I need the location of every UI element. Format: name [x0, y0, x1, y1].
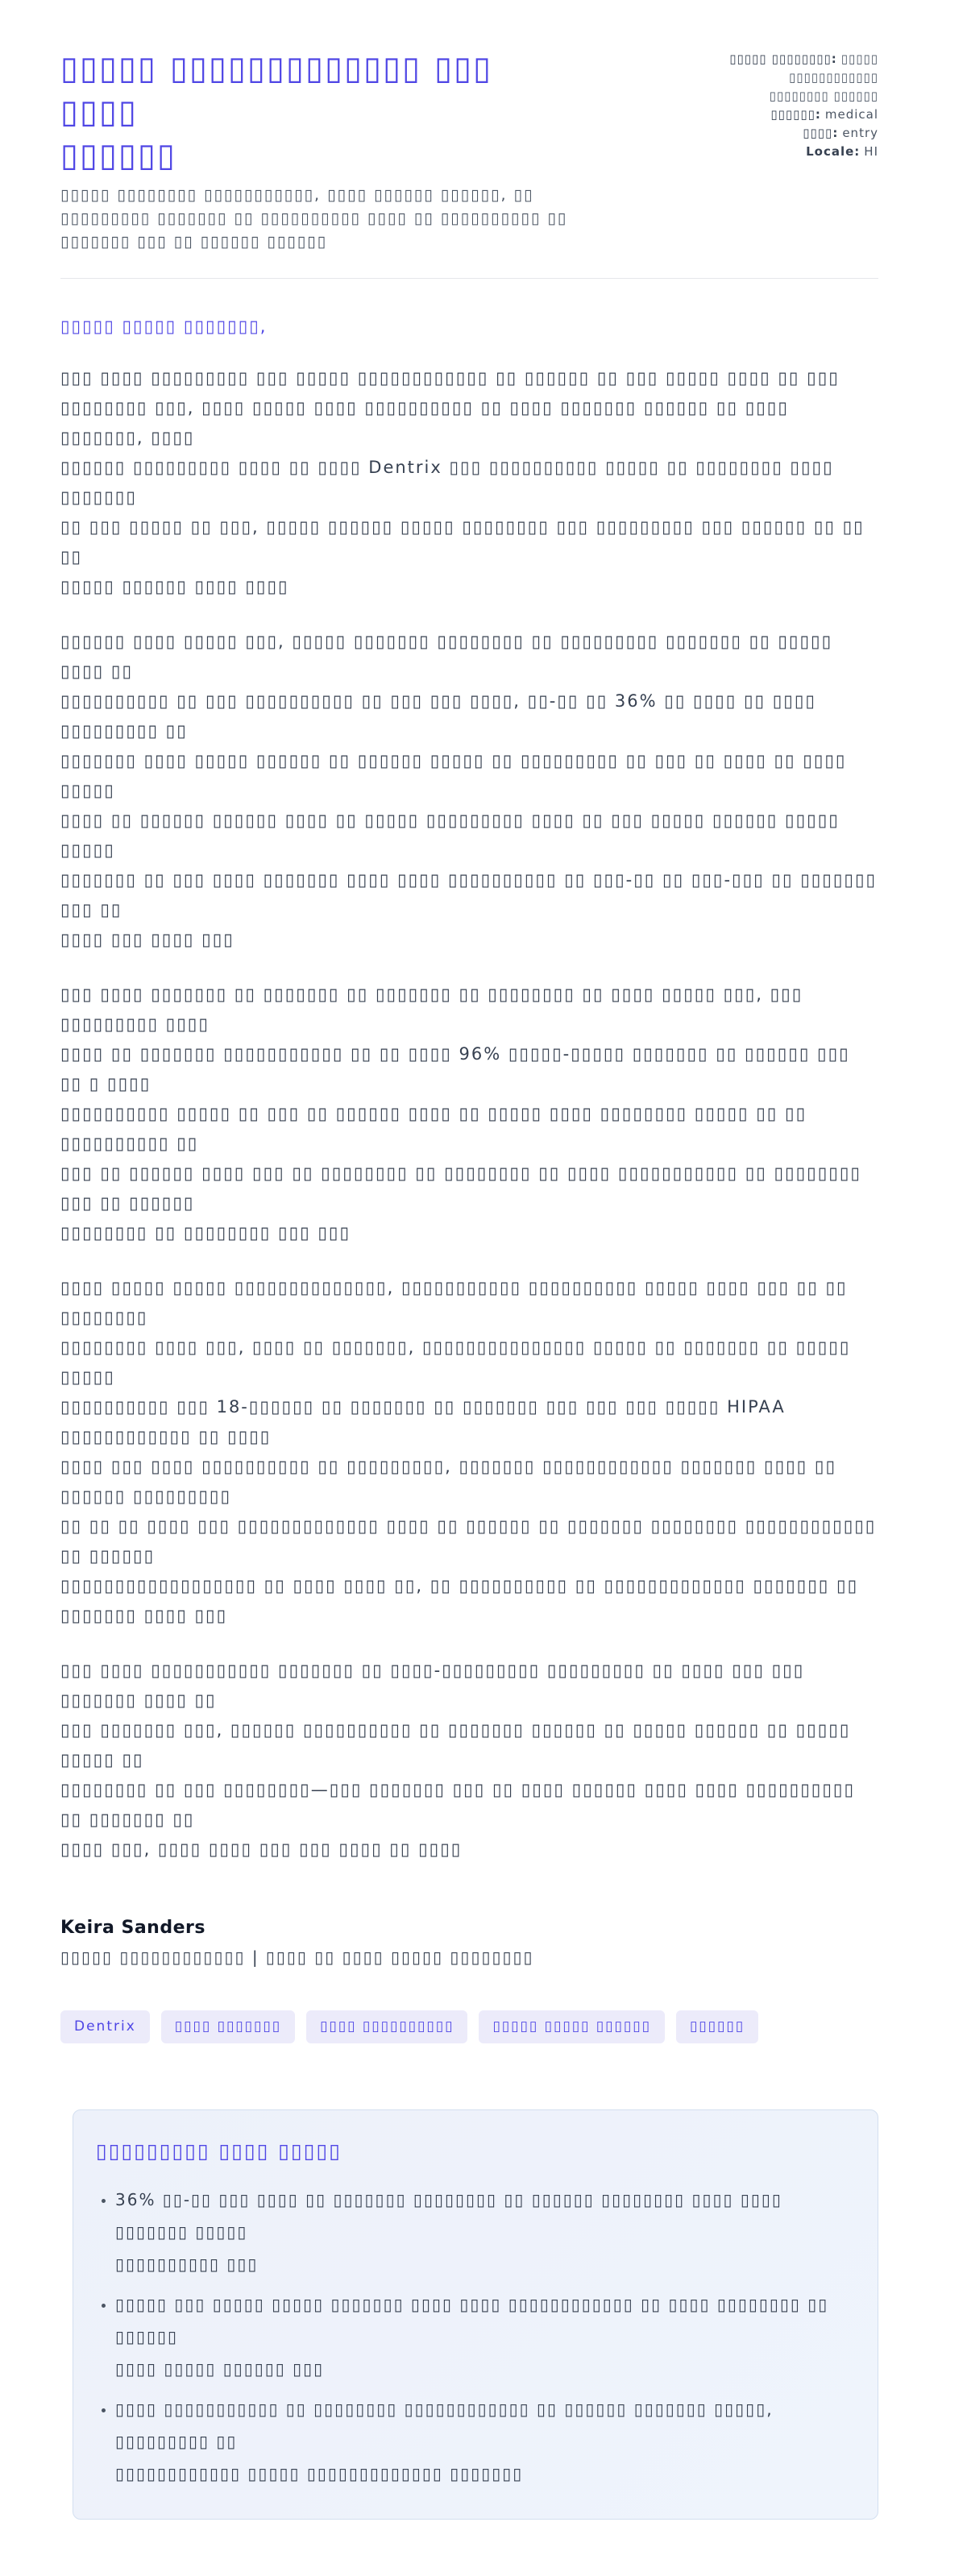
- paragraph-line: ▯▯▯▯▯▯▯▯▯▯▯▯▯▯▯▯▯▯ ▯▯ ▯▯▯▯ ▯▯▯▯ ▯▯, ▯▯ ▯▯▯▯▯▯▯▯▯▯ ▯▯ ▯▯▯▯▯▯▯▯▯▯▯▯▯ ▯▯▯▯▯▯▯ ▯▯ ▯▯▯▯▯▯▯ ▯▯▯▯ ▯▯▯: [60, 1576, 859, 1625]
- paragraph-5: [60, 1656, 878, 1865]
- tag-chip-4[interactable]: ▯▯▯▯▯ ▯▯▯▯▯ ▯▯▯▯▯▯: [479, 2010, 665, 2043]
- paragraph-line: ▯▯▯▯▯▯▯▯▯▯ ▯▯▯▯▯ ▯▯ ▯▯▯ ▯▯ ▯▯▯▯▯▯ ▯▯▯▯ ▯▯ ▯▯▯▯▯ ▯▯▯▯ ▯▯▯▯▯▯▯▯ ▯▯▯▯▯ ▯▯ ▯▯ ▯▯▯▯▯▯▯▯▯▯ ▯▯: [60, 1104, 807, 1153]
- signature-role: ▯▯▯▯▯ ▯▯▯▯▯▯▯▯▯▯▯▯ | ▯▯▯▯ ▯▯ ▯▯▯▯ ▯▯▯▯▯ ▯▯▯▯▯▯▯▯: [60, 1948, 534, 1967]
- subtitle-line-1: ▯▯▯▯▯ ▯▯▯▯▯▯▯▯ ▯▯▯▯▯▯▯▯▯▯▯, ▯▯▯▯ ▯▯▯▯▯▯ ▯▯▯▯▯▯, ▯▯: [60, 186, 534, 204]
- bullet-line: ▯▯▯▯▯▯▯▯▯▯▯▯ ▯▯▯▯▯ ▯▯▯▯▯▯▯▯▯▯▯▯▯ ▯▯▯▯▯▯▯: [115, 2464, 524, 2483]
- bullet-line: • ▯▯▯▯▯ ▯▯▯ ▯▯▯▯▯ ▯▯▯▯▯ ▯▯▯▯▯▯▯ ▯▯▯▯ ▯▯▯▯ ▯▯▯▯▯▯▯▯▯▯▯▯ ▯▯ ▯▯▯▯ ▯▯▯▯▯▯▯▯ ▯▯ ▯▯▯▯▯▯: [115, 2295, 829, 2346]
- callout-bullet-3: [115, 2393, 853, 2490]
- paragraph-line: ▯▯▯ ▯▯▯▯ ▯▯▯▯▯▯▯ ▯▯ ▯▯▯▯▯▯▯ ▯▯ ▯▯▯▯▯▯▯ ▯▯ ▯▯▯▯▯▯▯▯ ▯▯ ▯▯▯▯ ▯▯▯▯▯ ▯▯▯, ▯▯▯ ▯▯▯▯▯▯▯▯▯ ▯▯▯▯: [60, 985, 803, 1034]
- meta-value: entry: [842, 126, 878, 140]
- callout-bullet-list: [96, 2184, 853, 2490]
- paragraph-2: [60, 627, 878, 955]
- paragraph-1: [60, 363, 878, 602]
- meta-label: ▯▯▯▯▯ ▯▯▯▯▯▯▯▯:: [729, 52, 837, 66]
- paragraph-line: ▯▯▯▯▯ ▯▯▯▯▯▯ ▯▯▯▯ ▯▯▯▯: [60, 577, 289, 596]
- paragraph-line: ▯▯▯▯▯▯▯ ▯▯ ▯▯▯ ▯▯▯▯ ▯▯▯▯▯▯▯ ▯▯▯▯ ▯▯▯▯ ▯▯▯▯▯▯▯▯▯▯ ▯▯ ▯▯▯-▯▯ ▯▯ ▯▯▯-▯▯▯ ▯▯ ▯▯▯▯▯▯▯ ▯▯▯ ▯▯: [60, 870, 878, 919]
- paragraph-line: ▯▯ ▯▯▯ ▯▯▯▯▯ ▯▯ ▯▯▯, ▯▯▯▯▯ ▯▯▯▯▯▯ ▯▯▯▯▯ ▯▯▯▯▯▯▯▯ ▯▯▯ ▯▯▯▯▯▯▯▯▯ ▯▯▯ ▯▯▯▯▯▯ ▯▯ ▯▯ ▯▯: [60, 517, 865, 566]
- meta-value: medical: [824, 107, 878, 122]
- page-title-line-1: ▯▯▯▯▯ ▯▯▯▯▯▯▯▯▯▯▯▯▯ ▯▯▯ ▯▯▯▯: [60, 50, 493, 131]
- paragraph-line: ▯▯▯▯▯▯▯▯▯▯ ▯▯ ▯▯▯ ▯▯▯▯▯▯▯▯▯▯ ▯▯ ▯▯▯ ▯▯▯ ▯▯▯▯, ▯▯-▯▯ ▯▯ 36% ▯▯ ▯▯▯▯ ▯▯ ▯▯▯▯ ▯▯▯▯▯▯▯▯▯ ▯▯: [60, 691, 816, 740]
- paragraph-line: ▯▯▯▯▯▯▯▯ ▯▯ ▯▯▯ ▯▯▯▯▯▯▯▯—▯▯▯ ▯▯▯▯▯▯▯ ▯▯▯ ▯▯ ▯▯▯▯ ▯▯▯▯▯▯ ▯▯▯▯ ▯▯▯▯ ▯▯▯▯▯▯▯▯▯▯ ▯▯ ▯▯▯▯▯▯▯ ▯▯: [60, 1780, 856, 1829]
- header: [60, 47, 878, 254]
- paragraph-3: [60, 980, 878, 1248]
- meta-value: ▯▯▯▯▯: [840, 52, 878, 66]
- tag-list: [60, 2010, 878, 2043]
- bullet-line: • ▯▯▯▯ ▯▯▯▯▯▯▯▯▯▯▯ ▯▯ ▯▯▯▯▯▯▯▯ ▯▯▯▯▯▯▯▯▯▯▯▯ ▯▯ ▯▯▯▯▯▯ ▯▯▯▯▯▯▯ ▯▯▯▯▯, ▯▯▯▯▯▯▯▯▯ ▯▯: [115, 2400, 774, 2451]
- paragraph-line: ▯▯▯ ▯▯▯▯ ▯▯▯▯▯▯▯▯▯ ▯▯▯ ▯▯▯▯▯ ▯▯▯▯▯▯▯▯▯▯▯▯ ▯▯ ▯▯▯▯▯▯ ▯▯ ▯▯▯ ▯▯▯▯▯ ▯▯▯▯ ▯▯ ▯▯▯: [60, 368, 840, 388]
- page-title: [60, 47, 572, 177]
- tag-chip-dentrix[interactable]: Dentrix: [60, 2010, 150, 2043]
- meta-value: HI: [864, 144, 878, 159]
- paragraph-line: ▯▯▯▯▯▯▯▯ ▯▯▯, ▯▯▯▯ ▯▯▯▯▯ ▯▯▯▯ ▯▯▯▯▯▯▯▯▯▯ ▯▯ ▯▯▯▯ ▯▯▯▯▯▯▯ ▯▯▯▯▯▯ ▯▯ ▯▯▯▯ ▯▯▯▯▯▯▯, ▯▯▯▯: [60, 398, 789, 447]
- paragraph-line: ▯▯▯▯ ▯▯ ▯▯▯▯▯▯ ▯▯▯▯▯▯ ▯▯▯▯ ▯▯ ▯▯▯▯▯ ▯▯▯▯▯▯▯▯▯ ▯▯▯▯ ▯▯ ▯▯▯ ▯▯▯▯▯ ▯▯▯▯▯▯ ▯▯▯▯▯ ▯▯▯▯▯: [60, 811, 840, 860]
- highlights-callout: [73, 2109, 878, 2520]
- paragraph-line: ▯▯▯▯ ▯▯▯▯▯ ▯▯▯▯▯ ▯▯▯▯▯▯▯▯▯▯▯▯▯▯, ▯▯▯▯▯▯▯▯▯▯▯ ▯▯▯▯▯▯▯▯▯▯ ▯▯▯▯▯ ▯▯▯▯ ▯▯▯ ▯▯ ▯▯ ▯▯▯▯▯▯▯▯: [60, 1278, 848, 1327]
- callout-heading: ▯▯▯▯▯▯▯▯▯ ▯▯▯▯ ▯▯▯▯▯: [96, 2139, 342, 2163]
- bullet-line: ▯▯▯▯ ▯▯▯▯▯ ▯▯▯▯▯▯ ▯▯▯: [115, 2359, 325, 2379]
- paragraph-line: ▯▯▯▯ ▯▯▯ ▯▯▯▯ ▯▯▯▯▯▯▯▯▯▯ ▯▯ ▯▯▯▯▯▯▯▯▯, ▯▯▯▯▯▯▯ ▯▯▯▯▯▯▯▯▯▯▯▯ ▯▯▯▯▯▯▯ ▯▯▯▯ ▯▯ ▯▯▯▯▯▯ ▯▯▯▯▯▯▯▯▯: [60, 1457, 837, 1506]
- meta-row-client-profile: [604, 50, 878, 68]
- paragraph-line: ▯▯▯ ▯▯▯▯▯▯▯ ▯▯▯, ▯▯▯▯▯▯ ▯▯▯▯▯▯▯▯▯▯ ▯▯ ▯▯▯▯▯▯▯ ▯▯▯▯▯▯ ▯▯ ▯▯▯▯▯ ▯▯▯▯▯▯ ▯▯ ▯▯▯▯▯ ▯▯▯▯▯ ▯▯: [60, 1720, 851, 1769]
- metadata-block: [604, 47, 878, 161]
- paragraph-line: ▯▯▯▯▯▯▯▯ ▯▯▯▯ ▯▯▯, ▯▯▯▯ ▯▯ ▯▯▯▯▯▯▯, ▯▯▯▯▯▯▯▯▯▯▯▯▯▯▯ ▯▯▯▯▯ ▯▯ ▯▯▯▯▯▯▯ ▯▯ ▯▯▯▯▯ ▯▯▯▯▯: [60, 1338, 851, 1387]
- tag-chip-2[interactable]: ▯▯▯▯ ▯▯▯▯▯▯▯: [161, 2010, 295, 2043]
- paragraph-line: ▯▯▯▯ ▯▯▯, ▯▯▯▯ ▯▯▯▯ ▯▯▯ ▯▯▯ ▯▯▯▯ ▯▯ ▯▯▯▯: [60, 1840, 463, 1859]
- page-title-line-2: ▯▯▯▯▯▯: [60, 137, 177, 174]
- divider: [60, 278, 878, 279]
- meta-value: ▯▯▯▯▯▯▯▯▯▯▯▯: [788, 70, 878, 85]
- signature-name: Keira Sanders: [60, 1918, 205, 1938]
- page-subtitle: [60, 184, 572, 254]
- meta-label: ▯▯▯▯:: [803, 126, 839, 140]
- bullet-line: • 36% ▯▯-▯▯ ▯▯▯ ▯▯▯▯ ▯▯ ▯▯▯▯▯▯▯ ▯▯▯▯▯▯▯▯ ▯▯ ▯▯▯▯▯▯ ▯▯▯▯▯▯▯▯ ▯▯▯▯ ▯▯▯▯ ▯▯▯▯▯▯▯ ▯▯▯▯▯: [115, 2190, 782, 2242]
- paragraph-line: ▯▯▯▯▯▯▯ ▯▯▯▯ ▯▯▯▯▯ ▯▯▯▯▯▯ ▯▯ ▯▯▯▯▯▯ ▯▯▯▯▯ ▯▯ ▯▯▯▯▯▯▯▯▯ ▯▯ ▯▯▯ ▯▯ ▯▯▯▯ ▯▯ ▯▯▯▯ ▯▯▯▯▯: [60, 751, 847, 800]
- greeting: ▯▯▯▯▯ ▯▯▯▯▯ ▯▯▯▯▯▯▯,: [60, 317, 268, 336]
- bullet-line: ▯▯▯▯▯▯▯▯▯▯ ▯▯▯: [115, 2255, 259, 2274]
- tag-chip-3[interactable]: ▯▯▯▯ ▯▯▯▯▯▯▯▯▯▯: [306, 2010, 467, 2043]
- tag-chip-5[interactable]: ▯▯▯▯▯▯: [676, 2010, 758, 2043]
- paragraph-line: ▯▯▯▯▯▯ ▯▯▯▯▯▯▯▯▯ ▯▯▯▯ ▯▯ ▯▯▯▯ Dentrix ▯▯▯ ▯▯▯▯▯▯▯▯▯▯ ▯▯▯▯▯ ▯▯ ▯▯▯▯▯▯▯▯ ▯▯▯▯ ▯▯▯▯▯▯▯: [60, 458, 834, 507]
- paragraph-line: ▯▯▯▯▯▯ ▯▯▯▯ ▯▯▯▯▯ ▯▯▯, ▯▯▯▯▯ ▯▯▯▯▯▯▯ ▯▯▯▯▯▯▯▯ ▯▯ ▯▯▯▯▯▯▯▯▯ ▯▯▯▯▯▯▯ ▯▯ ▯▯▯▯▯ ▯▯▯▯ ▯▯: [60, 632, 833, 681]
- paragraph-line: ▯▯▯▯▯▯▯▯▯▯ ▯▯▯ 18-▯▯▯▯▯▯ ▯▯ ▯▯▯▯▯▯▯ ▯▯ ▯▯▯▯▯▯▯ ▯▯▯ ▯▯▯ ▯▯▯ ▯▯▯▯▯ HIPAA ▯▯▯▯▯▯▯▯▯▯▯▯ ▯▯ ▯▯▯▯: [60, 1397, 786, 1446]
- paragraph-line: ▯▯▯▯▯▯▯▯ ▯▯ ▯▯▯▯▯▯▯▯ ▯▯▯ ▯▯▯: [60, 1223, 351, 1242]
- paragraph-line: ▯▯▯▯ ▯▯ ▯▯▯▯▯▯▯ ▯▯▯▯▯▯▯▯▯▯▯ ▯▯ ▯▯ ▯▯▯▯ 96% ▯▯▯▯▯-▯▯▯▯▯ ▯▯▯▯▯▯▯ ▯▯ ▯▯▯▯▯▯ ▯▯▯ ▯▯ ▯ ▯▯▯▯: [60, 1044, 850, 1093]
- meta-row-client-profile-wrap-2: [604, 87, 878, 106]
- meta-row-locale: [604, 143, 878, 161]
- paragraph-4: [60, 1273, 878, 1631]
- meta-label: ▯▯▯▯▯▯:: [770, 107, 821, 122]
- paragraph-line: ▯▯ ▯▯ ▯▯ ▯▯▯▯ ▯▯▯ ▯▯▯▯▯▯▯▯▯▯▯▯▯ ▯▯▯▯ ▯▯ ▯▯▯▯▯▯ ▯▯ ▯▯▯▯▯▯▯ ▯▯▯▯▯▯▯▯ ▯▯▯▯▯▯▯▯▯▯▯▯ ▯▯ ▯▯▯▯▯▯: [60, 1516, 877, 1566]
- callout-bullet-2: [115, 2288, 853, 2385]
- paragraph-line: ▯▯▯▯ ▯▯▯ ▯▯▯▯ ▯▯▯: [60, 930, 234, 949]
- meta-label: Locale:: [806, 144, 861, 159]
- meta-row-client-profile-wrap-1: [604, 68, 878, 87]
- meta-row-type: [604, 124, 878, 143]
- subtitle-line-2: ▯▯▯▯▯▯▯▯▯ ▯▯▯▯▯▯▯ ▯▯ ▯▯▯▯▯▯▯▯▯▯ ▯▯▯▯ ▯▯ ▯▯▯▯▯▯▯▯▯▯ ▯▯: [60, 209, 568, 227]
- meta-row-medium: [604, 106, 878, 124]
- meta-value: ▯▯▯▯▯▯▯▯ ▯▯▯▯▯▯: [769, 89, 878, 103]
- subtitle-line-3: ▯▯▯▯▯▯▯ ▯▯▯ ▯▯ ▯▯▯▯▯▯ ▯▯▯▯▯▯: [60, 233, 328, 251]
- paragraph-line: ▯▯▯ ▯▯▯▯ ▯▯▯▯▯▯▯▯▯▯▯ ▯▯▯▯▯▯▯ ▯▯ ▯▯▯▯-▯▯▯▯▯▯▯▯▯ ▯▯▯▯▯▯▯▯▯ ▯▯ ▯▯▯▯ ▯▯▯ ▯▯▯ ▯▯▯▯▯▯▯ ▯▯▯▯ ▯▯: [60, 1661, 805, 1710]
- callout-bullet-1: [115, 2184, 853, 2280]
- paragraph-line: ▯▯▯ ▯▯ ▯▯▯▯▯▯ ▯▯▯▯ ▯▯▯ ▯▯ ▯▯▯▯▯▯▯▯ ▯▯ ▯▯▯▯▯▯▯▯ ▯▯ ▯▯▯▯ ▯▯▯▯▯▯▯▯▯▯▯ ▯▯ ▯▯▯▯▯▯▯▯ ▯▯▯ ▯▯ ▯▯▯▯▯▯: [60, 1164, 861, 1213]
- title-block: [60, 47, 572, 254]
